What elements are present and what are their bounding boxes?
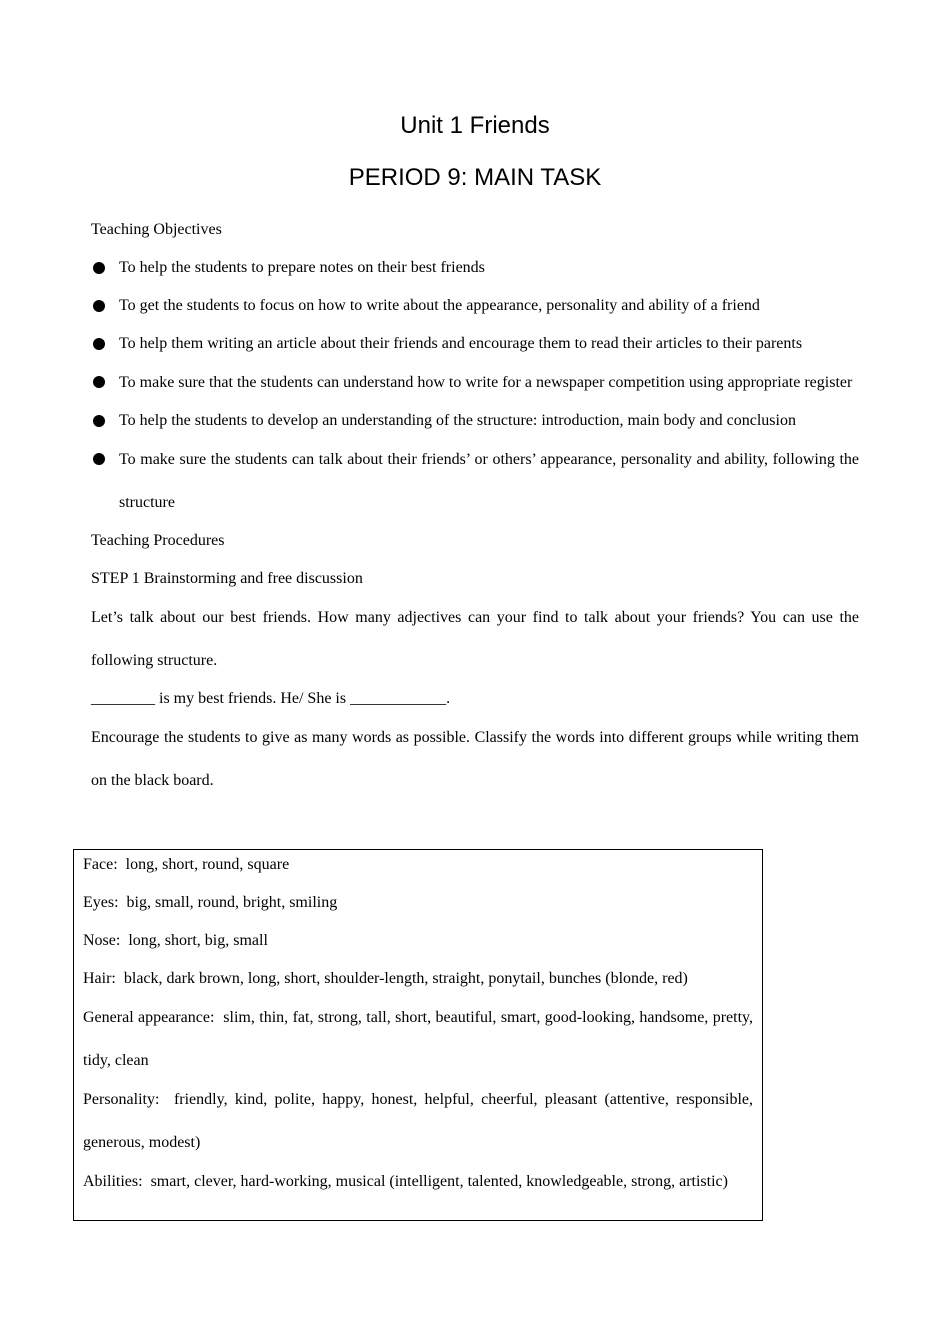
bullet-icon bbox=[93, 338, 105, 350]
step1-instruction: Encourage the students to give as many words as possible. Classify the words into different groups while writing them on the black board. bbox=[91, 729, 859, 789]
objective-text: To help them writing an article about their friends and encourage them to read their articles to their parents bbox=[119, 335, 803, 352]
bullet-icon bbox=[93, 453, 105, 465]
objectives-list bbox=[91, 257, 859, 524]
vocab-label: Nose: bbox=[83, 932, 121, 949]
bullet-icon bbox=[93, 262, 105, 274]
vocab-label: Face: bbox=[83, 856, 118, 873]
vocab-words: big, small, round, bright, smiling bbox=[126, 894, 338, 911]
objective-text: To make sure the students can talk about their friends’ or others’ appearance, personality and ability, following the structure bbox=[119, 451, 859, 511]
objective-item bbox=[91, 295, 859, 317]
vocab-label: General appearance: bbox=[83, 1009, 215, 1026]
bullet-icon bbox=[93, 300, 105, 312]
procedures-heading: Teaching Procedures bbox=[91, 532, 225, 549]
step1-heading: STEP 1 Brainstorming and free discussion bbox=[91, 570, 363, 587]
document-title: Unit 1 Friends bbox=[400, 112, 550, 139]
document-body bbox=[91, 219, 859, 808]
objective-text: To help the students to prepare notes on their best friends bbox=[119, 259, 485, 276]
step1-intro: Let’s talk about our best friends. How many adjectives can your find to talk about your friends? You can use the following structure. bbox=[91, 609, 859, 669]
vocab-label: Personality: bbox=[83, 1091, 160, 1108]
vocab-words: smart, clever, hard-working, musical (intelligent, talented, knowledgeable, strong, artistic) bbox=[150, 1173, 728, 1190]
vocab-row-abilities bbox=[83, 1160, 753, 1203]
vocab-row-general-appearance bbox=[83, 996, 753, 1082]
vocab-label: Eyes: bbox=[83, 894, 119, 911]
vocab-row-personality bbox=[83, 1078, 753, 1164]
objective-item bbox=[91, 438, 859, 524]
document-subtitle: PERIOD 9: MAIN TASK bbox=[348, 164, 602, 191]
bullet-icon bbox=[93, 376, 105, 388]
structure-template: ________ is my best friends. He/ She is ____________. bbox=[91, 690, 451, 707]
objective-item bbox=[91, 410, 859, 432]
vocab-words: slim, thin, fat, strong, tall, short, beautiful, smart, good-looking, handsome, pretty, tidy, clean bbox=[83, 1009, 754, 1069]
vocab-row-nose bbox=[83, 930, 753, 952]
objective-text: To get the students to focus on how to write about the appearance, personality and ability of a friend bbox=[119, 297, 760, 314]
bullet-icon bbox=[93, 415, 105, 427]
vocab-words: long, short, big, small bbox=[128, 932, 268, 949]
vocab-label: Hair: bbox=[83, 970, 116, 987]
vocab-row-hair bbox=[83, 968, 753, 990]
objective-item bbox=[91, 333, 859, 355]
objective-item bbox=[91, 361, 859, 404]
vocab-words: long, short, round, square bbox=[125, 856, 290, 873]
vocab-row-face bbox=[83, 854, 753, 876]
objective-text: To help the students to develop an understanding of the structure: introduction, main body and conclusion bbox=[119, 412, 796, 429]
vocab-words: friendly, kind, polite, happy, honest, helpful, cheerful, pleasant (attentive, responsible, generous, modest) bbox=[83, 1091, 754, 1151]
vocab-row-eyes bbox=[83, 892, 753, 914]
objective-text: To make sure that the students can understand how to write for a newspaper competition using appropriate register bbox=[119, 374, 853, 391]
objectives-heading: Teaching Objectives bbox=[91, 221, 222, 238]
vocabulary-box bbox=[73, 849, 763, 1221]
objective-item bbox=[91, 257, 859, 279]
vocab-label: Abilities: bbox=[83, 1173, 143, 1190]
vocab-words: black, dark brown, long, short, shoulder-length, straight, ponytail, bunches (blonde, red) bbox=[123, 970, 688, 987]
